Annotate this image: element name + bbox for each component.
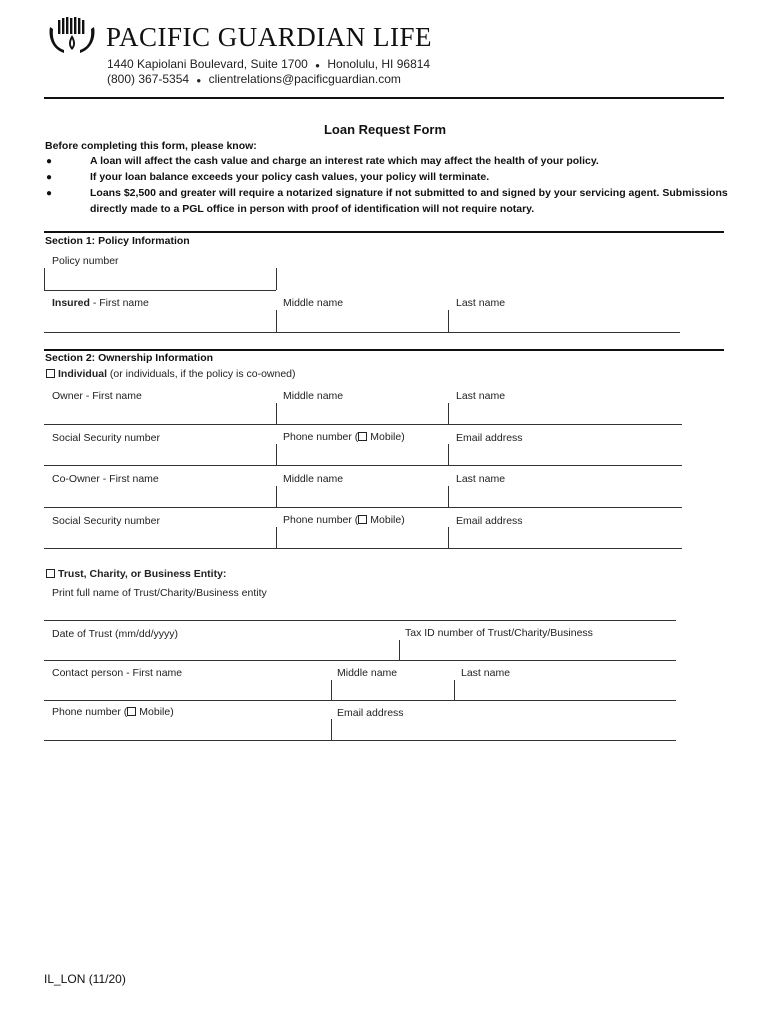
form-title: Loan Request Form — [323, 122, 447, 137]
trust-checkbox[interactable] — [46, 569, 55, 578]
field-divider — [448, 486, 449, 508]
phone-label: Phone number ( Mobile) — [283, 514, 405, 526]
middle-name-label: Middle name — [283, 297, 344, 309]
owner-ssn-field[interactable] — [44, 426, 276, 466]
owner-phone-field[interactable] — [277, 426, 447, 466]
field-divider — [276, 444, 277, 466]
insured-middle-name-field[interactable] — [277, 292, 447, 332]
policy-number-field[interactable] — [44, 250, 276, 290]
date-of-trust-field[interactable] — [44, 622, 399, 660]
trust-name-label: Print full name of Trust/Charity/Business entity — [52, 587, 267, 599]
owner-email-field[interactable] — [449, 426, 681, 466]
middle-name-label: Middle name — [283, 473, 344, 485]
mobile-checkbox[interactable] — [358, 432, 367, 441]
bullet-1: A loan will affect the cash value and charge an interest rate which may affect the health of your policy. — [90, 155, 599, 167]
owner-last-name-field[interactable] — [449, 385, 681, 425]
tax-id-label: Tax ID number of Trust/Charity/Business — [405, 627, 593, 639]
field-divider — [399, 640, 400, 660]
coowner-last-name-field[interactable] — [449, 467, 681, 507]
field-divider — [448, 403, 449, 425]
policy-number-label: Policy number — [52, 255, 119, 267]
field-underline — [44, 507, 682, 508]
field-underline — [44, 290, 276, 291]
bullet-icon: ● — [46, 156, 53, 167]
insured-last-name-field[interactable] — [449, 292, 679, 332]
coowner-first-name-label: Co-Owner - First name — [52, 473, 159, 485]
contact-first-name-field[interactable] — [44, 662, 331, 700]
field-underline — [44, 660, 676, 661]
last-name-label: Last name — [461, 667, 511, 679]
tax-id-field[interactable] — [400, 622, 676, 660]
section1-title: Section 1: Policy Information — [45, 235, 190, 247]
field-divider — [44, 268, 45, 290]
field-underline — [44, 424, 682, 425]
ssn-label: Social Security number — [52, 515, 160, 527]
form-code: IL_LON (11/20) — [44, 972, 126, 986]
field-underline — [44, 548, 682, 549]
field-divider — [448, 310, 449, 332]
field-divider — [276, 486, 277, 508]
field-underline — [44, 465, 682, 466]
email-label: Email address — [337, 707, 404, 719]
trust-name-field[interactable] — [44, 583, 676, 620]
contact-first-name-label: Contact person - First name — [52, 667, 183, 679]
contact-email-field[interactable] — [332, 702, 676, 740]
ssn-label: Social Security number — [52, 432, 160, 444]
section2-divider — [44, 349, 724, 351]
coowner-email-field[interactable] — [449, 509, 681, 549]
field-underline — [44, 332, 680, 333]
company-name: PACIFIC GUARDIAN LIFE — [106, 22, 433, 52]
individual-option[interactable]: Individual (or individuals, if the policy is co-owned) — [46, 368, 296, 380]
last-name-label: Last name — [456, 297, 506, 309]
bullet-2: If your loan balance exceeds your policy cash values, your policy will terminate. — [90, 171, 490, 183]
phone-label: Phone number ( Mobile) — [52, 706, 174, 718]
pacific-guardian-logo-icon — [44, 17, 100, 57]
field-divider — [331, 719, 332, 740]
intro-text: Before completing this form, please know: — [45, 140, 257, 152]
middle-name-label: Middle name — [337, 667, 398, 679]
field-divider — [448, 444, 449, 466]
field-divider — [276, 403, 277, 425]
field-underline — [44, 700, 676, 701]
field-divider — [276, 268, 277, 290]
email-label: Email address — [456, 432, 523, 444]
trust-option[interactable]: Trust, Charity, or Business Entity: — [46, 568, 226, 580]
email-label: Email address — [456, 515, 523, 527]
coowner-phone-field[interactable] — [277, 509, 447, 549]
contact-line: (800) 367-5354 ● clientrelations@pacificguardian.com — [107, 72, 401, 86]
bullet-icon: ● — [46, 172, 53, 183]
coowner-ssn-field[interactable] — [44, 509, 276, 549]
coowner-first-name-field[interactable] — [44, 467, 276, 507]
contact-last-name-field[interactable] — [455, 662, 676, 700]
field-underline — [44, 740, 676, 741]
mobile-checkbox[interactable] — [358, 515, 367, 524]
contact-phone-field[interactable] — [44, 702, 331, 740]
bullet-3: Loans $2,500 and greater will require a notarized signature if not submitted to and signed by your servicing agent. Submissions directly made to a PGL office in person with proof of identification will not require notary. — [90, 187, 728, 215]
phone-label: Phone number ( Mobile) — [283, 431, 405, 443]
address-line: 1440 Kapiolani Boulevard, Suite 1700 ● Honolulu, HI 96814 — [107, 57, 431, 71]
field-divider — [448, 527, 449, 549]
field-divider — [276, 310, 277, 332]
last-name-label: Last name — [456, 390, 506, 402]
owner-middle-name-field[interactable] — [277, 385, 447, 425]
section2-title: Section 2: Ownership Information — [45, 352, 214, 364]
last-name-label: Last name — [456, 473, 506, 485]
header-divider — [44, 97, 724, 99]
mobile-checkbox[interactable] — [127, 707, 136, 716]
insured-first-name-field[interactable] — [44, 292, 276, 332]
field-divider — [331, 680, 332, 700]
owner-first-name-label: Owner - First name — [52, 390, 142, 402]
bullet-icon: ● — [46, 188, 53, 199]
field-divider — [454, 680, 455, 700]
insured-first-name-label: Insured - First name — [52, 297, 149, 309]
owner-first-name-field[interactable] — [44, 385, 276, 425]
coowner-middle-name-field[interactable] — [277, 467, 447, 507]
middle-name-label: Middle name — [283, 390, 344, 402]
field-underline — [44, 620, 676, 621]
contact-middle-name-field[interactable] — [332, 662, 454, 700]
section1-divider — [44, 231, 724, 233]
individual-checkbox[interactable] — [46, 369, 55, 378]
field-divider — [276, 527, 277, 549]
date-of-trust-label: Date of Trust (mm/dd/yyyy) — [52, 628, 179, 640]
